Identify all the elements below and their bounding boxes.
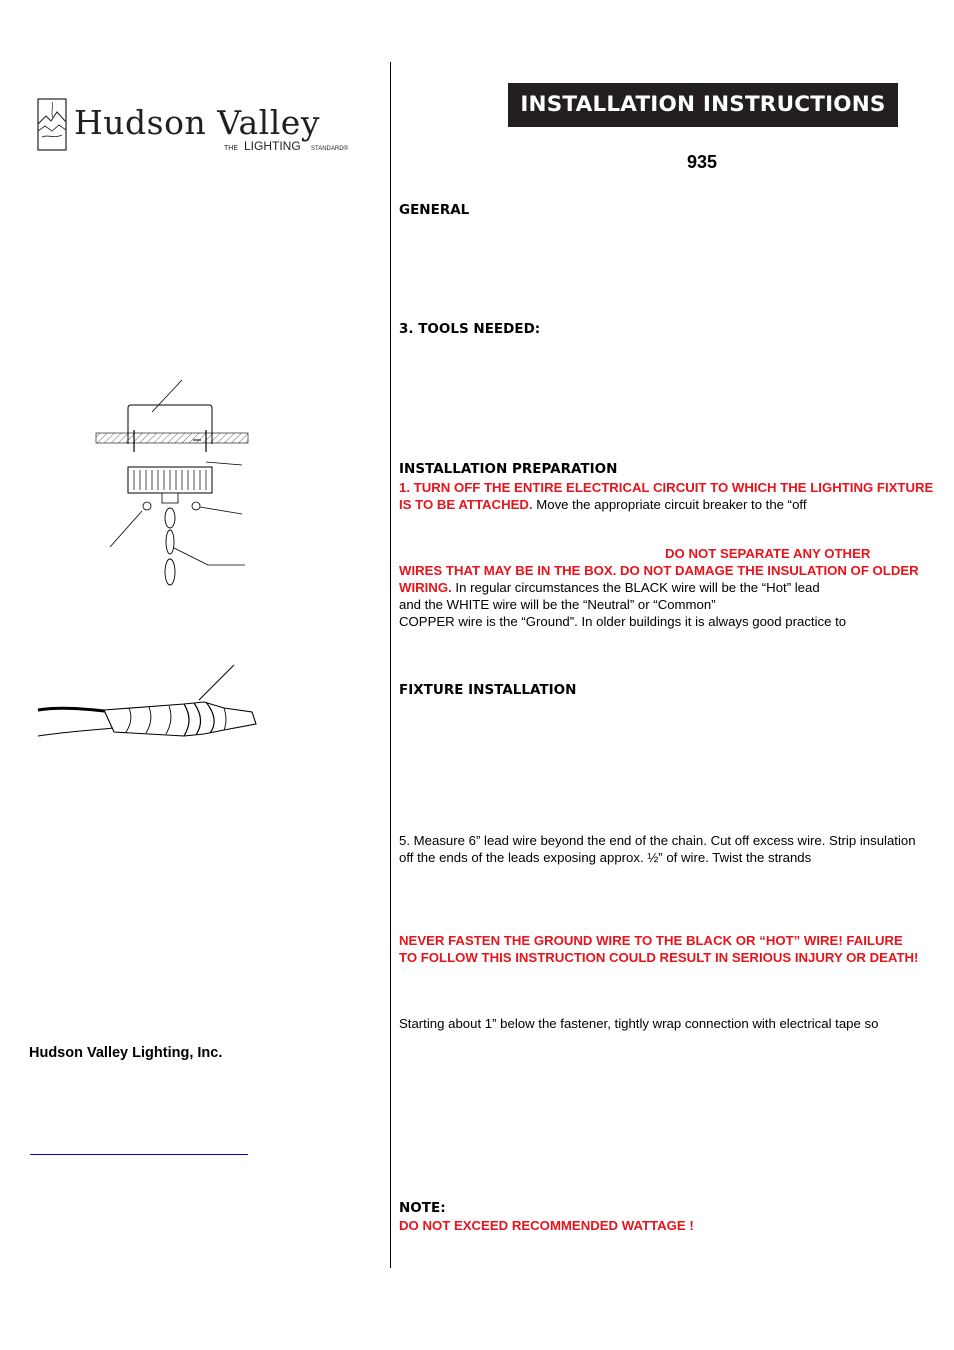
tape-wrap-icon — [34, 660, 264, 745]
preparation-step-1: 1. TURN OFF THE ENTIRE ELECTRICAL CIRCUIT TO WHICH THE LIGHTING FIXTURE IS TO BE ATTACHED. Move the appropriate circuit breaker to the “off — [399, 480, 934, 512]
wiring-ground-text: COPPER wire is the “Ground”. In older buildings it is always good practice to — [399, 614, 847, 629]
fixture-step-5: 5. Measure 6” lead wire beyond the end of the chain. Cut off excess wire. Strip insulation off the ends of the leads exposing approx. ½” of wire. Twist the strands — [399, 833, 916, 865]
page-title: INSTALLATION INSTRUCTIONS — [508, 83, 898, 127]
company-name: Hudson Valley Lighting, Inc. — [29, 1045, 223, 1061]
wattage-warning: DO NOT EXCEED RECOMMENDED WATTAGE ! — [399, 1218, 694, 1233]
website-link-underline[interactable] — [30, 1154, 248, 1155]
section-heading-preparation: INSTALLATION PREPARATION — [399, 461, 618, 477]
column-divider — [390, 62, 391, 1268]
wiring-neutral-text: and the WHITE wire will be the “Neutral” or “Common” — [399, 597, 716, 612]
canopy-mounting-icon — [90, 372, 260, 594]
canopy-mounting-diagram — [90, 372, 260, 594]
tape-instruction: Starting about 1” below the fastener, tightly wrap connection with electrical tape so — [399, 1016, 879, 1031]
svg-text:THE: THE — [224, 145, 238, 152]
ground-wire-warning: NEVER FASTEN THE GROUND WIRE TO THE BLACK OR “HOT” WIRE! FAILURE TO FOLLOW THIS INSTRUCTION COULD RESULT IN SERIOUS INJURY OR DEATH! — [399, 933, 919, 965]
section-heading-general: GENERAL — [399, 202, 470, 218]
svg-text:LIGHTING: LIGHTING — [244, 139, 301, 153]
brand-name: Hudson Valley — [74, 103, 320, 142]
section-heading-note: NOTE: — [399, 1200, 446, 1216]
brand-logo — [36, 94, 376, 156]
svg-text:STANDARD®: STANDARD® — [311, 146, 348, 152]
separate-wires-warning: DO NOT SEPARATE ANY OTHER — [665, 546, 871, 561]
wiring-paragraph: WIRES THAT MAY BE IN THE BOX. DO NOT DAMAGE THE INSULATION OF OLDER WIRING. In regular circumstances the BLACK wire will be the “Hot” lead — [399, 563, 919, 595]
model-number: 935 — [686, 152, 718, 172]
tape-wrap-diagram — [34, 660, 264, 745]
mountain-emblem-icon — [36, 94, 376, 156]
section-heading-fixture: FIXTURE INSTALLATION — [399, 682, 577, 698]
section-heading-tools: 3. TOOLS NEEDED: — [399, 321, 541, 337]
